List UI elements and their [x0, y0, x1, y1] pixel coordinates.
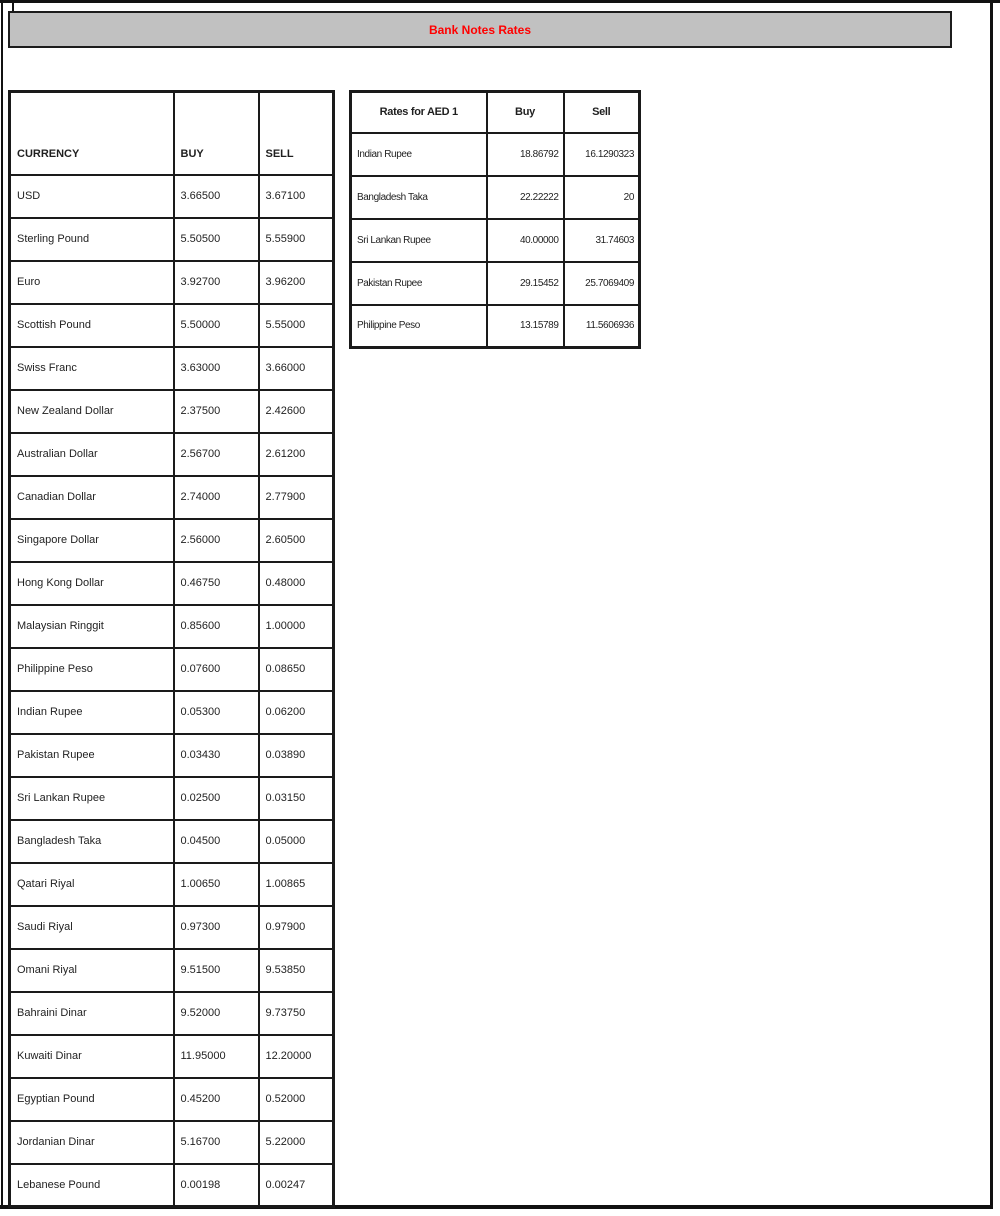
sell-cell: 0.03890: [259, 734, 334, 777]
sell-cell: 0.06200: [259, 691, 334, 734]
buy-cell: 5.16700: [174, 1121, 259, 1164]
sell-cell: 0.97900: [259, 906, 334, 949]
sell-cell: 5.55900: [259, 218, 334, 261]
buy-cell: 0.97300: [174, 906, 259, 949]
currency-cell: Indian Rupee: [10, 691, 174, 734]
buy-cell: 3.63000: [174, 347, 259, 390]
currency-cell: Canadian Dollar: [10, 476, 174, 519]
sell-cell: 0.05000: [259, 820, 334, 863]
page-border-right: [990, 0, 993, 1208]
currency-cell: Scottish Pound: [10, 304, 174, 347]
aed-rates-body: [351, 133, 640, 348]
table-row: [351, 133, 640, 176]
currency-cell: Lebanese Pound: [10, 1164, 174, 1207]
currency-cell: Omani Riyal: [10, 949, 174, 992]
sell-cell: 9.73750: [259, 992, 334, 1035]
currency-cell: Bangladesh Taka: [351, 176, 487, 219]
table-row: [10, 820, 334, 863]
sell-cell: 0.48000: [259, 562, 334, 605]
buy-cell: 9.51500: [174, 949, 259, 992]
currency-cell: Hong Kong Dollar: [10, 562, 174, 605]
buy-cell: 18.86792: [487, 133, 564, 176]
currency-cell: Australian Dollar: [10, 433, 174, 476]
currency-cell: Sri Lankan Rupee: [351, 219, 487, 262]
table-row: [10, 519, 334, 562]
sell-cell: 1.00000: [259, 605, 334, 648]
currency-cell: Philippine Peso: [10, 648, 174, 691]
aed-rates-header: [351, 92, 640, 133]
sell-cell: 11.5606936: [564, 305, 640, 348]
table-row: [351, 262, 640, 305]
buy-cell: 2.74000: [174, 476, 259, 519]
table-row: [10, 261, 334, 304]
page-title: Bank Notes Rates: [428, 22, 532, 37]
buy-cell: 0.07600: [174, 648, 259, 691]
aed-rates-table: [349, 90, 641, 349]
sell-cell: 3.66000: [259, 347, 334, 390]
buy-cell: 5.50000: [174, 304, 259, 347]
sell-cell: 0.52000: [259, 1078, 334, 1121]
table-row: [10, 605, 334, 648]
table-row: [10, 433, 334, 476]
top-cell-divider: [12, 0, 14, 11]
buy-cell: 29.15452: [487, 262, 564, 305]
sell-cell: 12.20000: [259, 1035, 334, 1078]
sell-cell: 5.55000: [259, 304, 334, 347]
sell-cell: 3.96200: [259, 261, 334, 304]
table-row: [10, 390, 334, 433]
page-border-top: [0, 0, 1000, 3]
currency-cell: Malaysian Ringgit: [10, 605, 174, 648]
currency-cell: Jordanian Dinar: [10, 1121, 174, 1164]
sell-cell: 16.1290323: [564, 133, 640, 176]
currency-cell: Sterling Pound: [10, 218, 174, 261]
table-row: [10, 906, 334, 949]
buy-cell: 0.02500: [174, 777, 259, 820]
sell-cell: 2.42600: [259, 390, 334, 433]
currency-cell: Egyptian Pound: [10, 1078, 174, 1121]
currency-cell: Qatari Riyal: [10, 863, 174, 906]
currency-cell: Swiss Franc: [10, 347, 174, 390]
sell-cell: 25.7069409: [564, 262, 640, 305]
buy-cell: 0.04500: [174, 820, 259, 863]
currency-cell: Philippine Peso: [351, 305, 487, 348]
buy-column-header: Buy: [487, 92, 564, 133]
buy-cell: 2.56000: [174, 519, 259, 562]
table-row: [10, 347, 334, 390]
currency-cell: Kuwaiti Dinar: [10, 1035, 174, 1078]
table-row: [10, 863, 334, 906]
table-row: [351, 176, 640, 219]
buy-cell: 0.03430: [174, 734, 259, 777]
table-row: [10, 949, 334, 992]
currency-cell: Indian Rupee: [351, 133, 487, 176]
table-row: [10, 734, 334, 777]
table-row: [10, 1121, 334, 1164]
sell-cell: 2.61200: [259, 433, 334, 476]
currency-cell: Bangladesh Taka: [10, 820, 174, 863]
currency-cell: Pakistan Rupee: [351, 262, 487, 305]
sell-cell: 0.08650: [259, 648, 334, 691]
sell-cell: 2.77900: [259, 476, 334, 519]
buy-cell: 3.66500: [174, 175, 259, 218]
table-row: [10, 1078, 334, 1121]
buy-cell: 0.85600: [174, 605, 259, 648]
rates-for-aed-header: Rates for AED 1: [351, 92, 487, 133]
buy-column-header: BUY: [174, 92, 259, 175]
currency-cell: New Zealand Dollar: [10, 390, 174, 433]
table-row: [10, 1035, 334, 1078]
table-row: [10, 175, 334, 218]
header-row: [10, 92, 334, 175]
buy-cell: 5.50500: [174, 218, 259, 261]
sell-cell: 1.00865: [259, 863, 334, 906]
buy-cell: 9.52000: [174, 992, 259, 1035]
currency-cell: Bahraini Dinar: [10, 992, 174, 1035]
sell-cell: 31.74603: [564, 219, 640, 262]
sell-cell: 5.22000: [259, 1121, 334, 1164]
currency-rates-header: [10, 92, 334, 175]
buy-cell: 13.15789: [487, 305, 564, 348]
currency-rates-body: [10, 175, 334, 1207]
buy-cell: 3.92700: [174, 261, 259, 304]
table-row: [10, 691, 334, 734]
currency-column-header: CURRENCY: [10, 92, 174, 175]
sell-cell: 9.53850: [259, 949, 334, 992]
sell-cell: 0.00247: [259, 1164, 334, 1207]
table-row: [10, 992, 334, 1035]
currency-cell: Saudi Riyal: [10, 906, 174, 949]
sell-cell: 0.03150: [259, 777, 334, 820]
buy-cell: 0.00198: [174, 1164, 259, 1207]
sell-column-header: Sell: [564, 92, 640, 133]
buy-cell: 0.45200: [174, 1078, 259, 1121]
sell-column-header: SELL: [259, 92, 334, 175]
buy-cell: 0.46750: [174, 562, 259, 605]
table-row: [10, 562, 334, 605]
sell-cell: 2.60500: [259, 519, 334, 562]
sell-cell: 20: [564, 176, 640, 219]
buy-cell: 40.00000: [487, 219, 564, 262]
currency-cell: Euro: [10, 261, 174, 304]
title-banner: [8, 11, 952, 48]
buy-cell: 22.22222: [487, 176, 564, 219]
currency-cell: USD: [10, 175, 174, 218]
currency-rates-table: [8, 90, 335, 1208]
table-row: [10, 304, 334, 347]
buy-cell: 2.37500: [174, 390, 259, 433]
sell-cell: 3.67100: [259, 175, 334, 218]
table-row: [351, 305, 640, 348]
table-row: [351, 219, 640, 262]
table-row: [10, 648, 334, 691]
currency-cell: Pakistan Rupee: [10, 734, 174, 777]
currency-cell: Singapore Dollar: [10, 519, 174, 562]
buy-cell: 0.05300: [174, 691, 259, 734]
table-row: [10, 218, 334, 261]
header-row: [351, 92, 640, 133]
buy-cell: 1.00650: [174, 863, 259, 906]
buy-cell: 11.95000: [174, 1035, 259, 1078]
currency-cell: Sri Lankan Rupee: [10, 777, 174, 820]
table-row: [10, 777, 334, 820]
table-row: [10, 476, 334, 519]
buy-cell: 2.56700: [174, 433, 259, 476]
page-border-left: [1, 0, 3, 1208]
table-row: [10, 1164, 334, 1207]
